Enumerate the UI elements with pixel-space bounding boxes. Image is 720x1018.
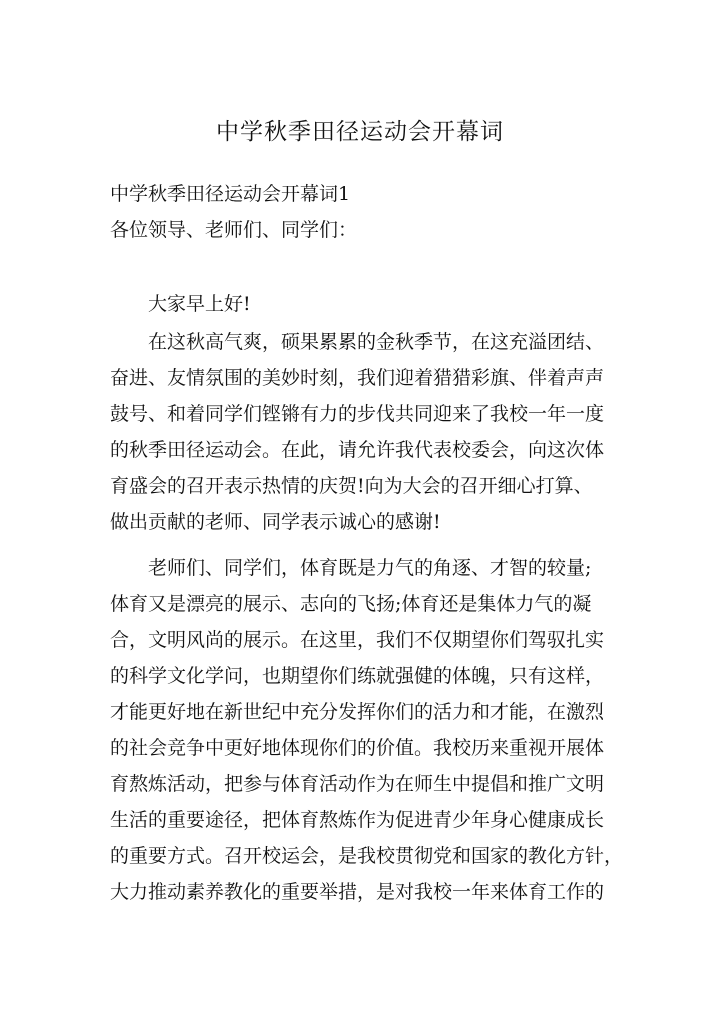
- paragraph-line: 鼓号、和着同学们铿锵有力的步伐共同迎来了我校一年一度: [110, 403, 605, 425]
- document-title: 中学秋季田径运动会开幕词: [216, 119, 504, 145]
- subtitle-line: 中学秋季田径运动会开幕词1: [110, 183, 351, 205]
- paragraph-line: 的秋季田径运动会。在此，请允许我代表校委会，向这次体: [110, 439, 605, 461]
- paragraph-line: 合，文明风尚的展示。在这里，我们不仅期望你们驾驭扎实: [110, 629, 605, 651]
- paragraph-line: 奋进、友情氛围的美妙时刻，我们迎着猎猎彩旗、伴着声声: [110, 367, 605, 389]
- paragraph-line: 做出贡献的老师、同学表示诚心的感谢!: [110, 511, 441, 533]
- paragraph-line: 才能更好地在新世纪中充分发挥你们的活力和才能，在激烈: [110, 701, 605, 723]
- paragraph-line: 的科学文化学问，也期望你们练就强健的体魄，只有这样，: [110, 665, 605, 687]
- paragraph-line: 在这秋高气爽，硕果累累的金秋季节，在这充溢团结、: [148, 331, 605, 353]
- paragraph-line: 大家早上好!: [148, 293, 251, 315]
- paragraph-line: 的社会竞争中更好地体现你们的价值。我校历来重视开展体: [110, 737, 605, 759]
- paragraph-line: 体育又是漂亮的展示、志向的飞扬;体育还是集体力气的凝: [110, 593, 592, 615]
- paragraph-line: 育盛会的召开表示热情的庆贺!向为大会的召开细心打算、: [110, 475, 593, 497]
- paragraph-line: 大力推动素养教化的重要举措，是对我校一年来体育工作的: [110, 881, 605, 903]
- salutation-line: 各位领导、老师们、同学们：: [110, 219, 358, 241]
- paragraph-line: 生活的重要途径，把体育熬炼作为促进青少年身心健康成长: [110, 809, 605, 831]
- paragraph-line: 育熬炼活动，把参与体育活动作为在师生中提倡和推广文明: [110, 773, 605, 795]
- paragraph-line: 老师们、同学们，体育既是力气的角逐、才智的较量;: [148, 557, 592, 579]
- paragraph-line: 的重要方式。召开校运会，是我校贯彻党和国家的教化方针，: [110, 845, 624, 867]
